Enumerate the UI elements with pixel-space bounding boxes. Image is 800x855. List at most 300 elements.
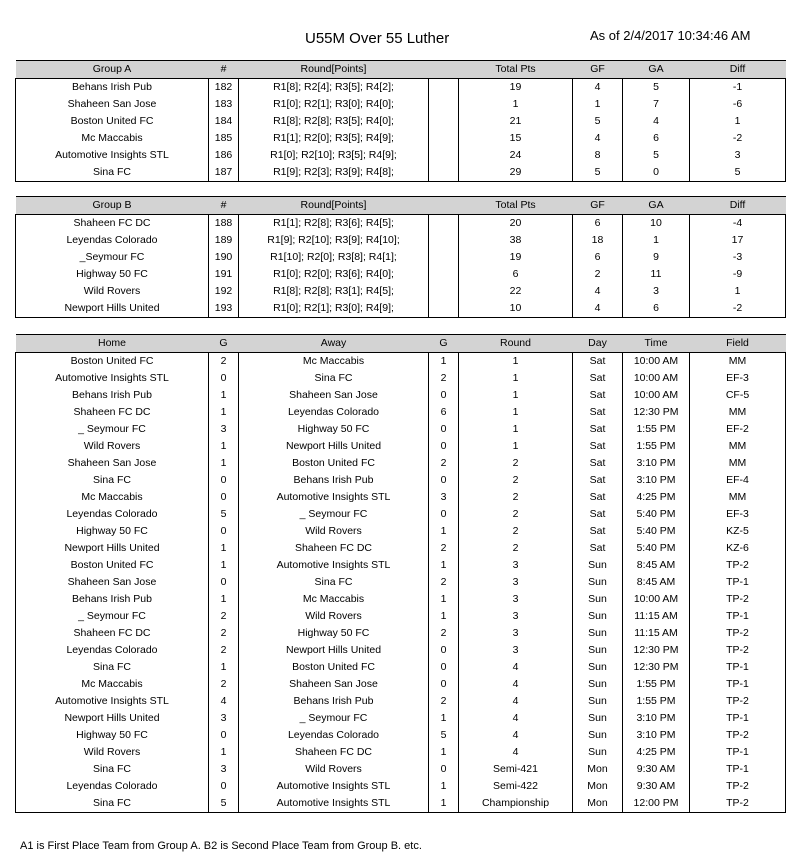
group-a-standings-table — [15, 60, 786, 182]
table-cell: 7 — [623, 96, 690, 113]
table-cell: 3 — [459, 642, 573, 659]
table-cell: 1 — [429, 608, 459, 625]
table-cell: 3 — [209, 761, 239, 778]
table-cell: 3:10 PM — [623, 710, 690, 727]
table-cell: Shaheen San Jose — [16, 96, 209, 113]
table-cell: Automotive Insights STL — [16, 693, 209, 710]
header-row — [16, 197, 786, 215]
table-cell: EF-3 — [690, 506, 786, 523]
column-header: Away — [239, 335, 429, 353]
table-cell: 5 — [209, 506, 239, 523]
table-cell: 5 — [573, 113, 623, 130]
column-header: Round[Points] — [239, 197, 429, 215]
column-header: Total Pts — [459, 61, 573, 79]
table-cell: 1 — [429, 523, 459, 540]
table-cell: 0 — [209, 489, 239, 506]
column-header: # — [209, 197, 239, 215]
table-cell: 1 — [429, 557, 459, 574]
table-cell: 4 — [623, 113, 690, 130]
table-cell: 1 — [429, 744, 459, 761]
table-cell: 188 — [209, 215, 239, 233]
table-cell: -1 — [690, 79, 786, 97]
table-cell: 10 — [459, 300, 573, 318]
table-cell: 2 — [209, 608, 239, 625]
table-cell: Shaheen FC DC — [16, 215, 209, 233]
table-cell: 1:55 PM — [623, 676, 690, 693]
table-cell: 1 — [459, 387, 573, 404]
match-row — [16, 676, 786, 693]
table-cell: 3:10 PM — [623, 472, 690, 489]
table-cell: TP-1 — [690, 659, 786, 676]
column-header: Day — [573, 335, 623, 353]
table-cell: 1 — [459, 404, 573, 421]
table-cell: 0 — [429, 506, 459, 523]
match-row — [16, 710, 786, 727]
table-cell: Highway 50 FC — [16, 266, 209, 283]
table-cell — [429, 96, 459, 113]
table-cell: Wild Rovers — [239, 761, 429, 778]
table-cell: 5 — [429, 727, 459, 744]
table-cell: 3:10 PM — [623, 455, 690, 472]
table-cell: R1[9]; R2[3]; R3[9]; R4[8]; — [239, 164, 429, 182]
match-row — [16, 523, 786, 540]
table-cell: 8:45 AM — [623, 557, 690, 574]
table-cell: Automotive Insights STL — [239, 778, 429, 795]
match-row — [16, 489, 786, 506]
table-cell: 182 — [209, 79, 239, 97]
table-cell: Sat — [573, 438, 623, 455]
table-cell: 1 — [429, 795, 459, 813]
table-cell: Boston United FC — [239, 659, 429, 676]
standings-row — [16, 147, 786, 164]
table-cell: EF-4 — [690, 472, 786, 489]
table-cell: Sat — [573, 540, 623, 557]
table-cell — [429, 147, 459, 164]
table-cell: Mc Maccabis — [16, 130, 209, 147]
match-row — [16, 455, 786, 472]
table-cell: 22 — [459, 283, 573, 300]
table-cell: Sun — [573, 693, 623, 710]
table-cell: 0 — [429, 659, 459, 676]
standings-row — [16, 79, 786, 97]
table-cell: 12:30 PM — [623, 404, 690, 421]
table-cell: R1[8]; R2[8]; R3[1]; R4[5]; — [239, 283, 429, 300]
table-cell — [429, 266, 459, 283]
table-cell: Sat — [573, 387, 623, 404]
table-cell: 2 — [429, 540, 459, 557]
table-cell: 4 — [573, 283, 623, 300]
match-row — [16, 761, 786, 778]
table-cell: 3 — [209, 421, 239, 438]
table-cell: 5:40 PM — [623, 523, 690, 540]
table-cell: 191 — [209, 266, 239, 283]
table-cell: 186 — [209, 147, 239, 164]
table-cell: 1:55 PM — [623, 693, 690, 710]
match-row — [16, 404, 786, 421]
table-cell: TP-2 — [690, 625, 786, 642]
standings-row — [16, 113, 786, 130]
table-cell: 11:15 AM — [623, 608, 690, 625]
table-cell: 3 — [459, 574, 573, 591]
table-cell: Mon — [573, 795, 623, 813]
table-cell: 10:00 AM — [623, 370, 690, 387]
match-row — [16, 727, 786, 744]
table-cell: Sat — [573, 370, 623, 387]
table-cell: 5 — [623, 147, 690, 164]
table-cell: R1[8]; R2[8]; R3[5]; R4[0]; — [239, 113, 429, 130]
table-cell — [429, 164, 459, 182]
match-row — [16, 370, 786, 387]
table-cell: 9 — [623, 249, 690, 266]
table-cell: 2 — [459, 506, 573, 523]
table-cell: 5:40 PM — [623, 540, 690, 557]
table-cell: R1[1]; R2[0]; R3[5]; R4[9]; — [239, 130, 429, 147]
table-cell — [429, 249, 459, 266]
match-row — [16, 642, 786, 659]
table-cell: Boston United FC — [16, 353, 209, 371]
match-row — [16, 591, 786, 608]
table-cell: 18 — [573, 232, 623, 249]
table-cell: 1 — [209, 591, 239, 608]
table-cell: TP-2 — [690, 557, 786, 574]
match-row — [16, 506, 786, 523]
table-cell: Leyendas Colorado — [239, 404, 429, 421]
table-cell: Sina FC — [239, 370, 429, 387]
table-cell: Highway 50 FC — [16, 727, 209, 744]
match-row — [16, 472, 786, 489]
table-cell: Wild Rovers — [239, 608, 429, 625]
table-cell: 2 — [209, 625, 239, 642]
table-cell: 6 — [623, 130, 690, 147]
table-cell: 2 — [459, 455, 573, 472]
table-cell: 2 — [459, 523, 573, 540]
table-cell: 1 — [429, 353, 459, 371]
table-cell: 5:40 PM — [623, 506, 690, 523]
table-cell: 12:30 PM — [623, 642, 690, 659]
table-cell: Sun — [573, 574, 623, 591]
table-cell: 0 — [429, 472, 459, 489]
match-row — [16, 608, 786, 625]
group-b-standings-table — [15, 196, 786, 318]
table-cell: 9:30 AM — [623, 778, 690, 795]
table-cell: Mc Maccabis — [16, 489, 209, 506]
table-cell: TP-1 — [690, 761, 786, 778]
table-cell: 1 — [459, 438, 573, 455]
column-header: GA — [623, 61, 690, 79]
table-cell: 3 — [459, 591, 573, 608]
table-cell: TP-2 — [690, 693, 786, 710]
table-cell: Sat — [573, 353, 623, 371]
table-cell: -3 — [690, 249, 786, 266]
table-cell: Sina FC — [16, 472, 209, 489]
column-header: GA — [623, 197, 690, 215]
table-cell — [429, 215, 459, 233]
table-cell: 0 — [429, 387, 459, 404]
table-cell: 3 — [459, 608, 573, 625]
table-cell: Highway 50 FC — [239, 421, 429, 438]
table-cell: Semi-422 — [459, 778, 573, 795]
table-cell: 0 — [209, 778, 239, 795]
standings-row — [16, 232, 786, 249]
table-cell: Shaheen San Jose — [239, 676, 429, 693]
table-cell: Automotive Insights STL — [239, 557, 429, 574]
table-cell: Mon — [573, 778, 623, 795]
table-cell: 0 — [209, 472, 239, 489]
standings-row — [16, 300, 786, 318]
table-cell: Sun — [573, 625, 623, 642]
table-cell: Automotive Insights STL — [239, 795, 429, 813]
table-cell: Newport Hills United — [16, 540, 209, 557]
table-cell: KZ-6 — [690, 540, 786, 557]
table-cell: _ Seymour FC — [239, 710, 429, 727]
table-cell: TP-1 — [690, 608, 786, 625]
table-cell: Sina FC — [16, 164, 209, 182]
table-cell: Leyendas Colorado — [16, 232, 209, 249]
match-row — [16, 557, 786, 574]
table-cell: 2 — [429, 370, 459, 387]
table-cell: 4 — [573, 79, 623, 97]
table-cell: 0 — [209, 523, 239, 540]
table-cell: 1 — [459, 353, 573, 371]
table-cell: 4 — [459, 676, 573, 693]
table-cell: R1[0]; R2[0]; R3[6]; R4[0]; — [239, 266, 429, 283]
table-cell: 4 — [459, 744, 573, 761]
table-cell: 4 — [209, 693, 239, 710]
table-cell: 24 — [459, 147, 573, 164]
table-cell: Boston United FC — [16, 113, 209, 130]
table-cell: 10 — [623, 215, 690, 233]
table-cell: Shaheen FC DC — [239, 540, 429, 557]
table-cell: _Seymour FC — [16, 249, 209, 266]
table-cell: 0 — [429, 642, 459, 659]
table-cell: 1 — [209, 438, 239, 455]
table-cell: Wild Rovers — [239, 523, 429, 540]
table-cell: 3 — [690, 147, 786, 164]
table-cell: 9:30 AM — [623, 761, 690, 778]
table-cell: 1 — [209, 659, 239, 676]
table-cell: 8:45 AM — [623, 574, 690, 591]
table-cell: _ Seymour FC — [16, 421, 209, 438]
table-cell: 6 — [459, 266, 573, 283]
table-cell: Behans Irish Pub — [239, 472, 429, 489]
table-cell: Sun — [573, 608, 623, 625]
table-cell: 4 — [459, 659, 573, 676]
table-cell: 21 — [459, 113, 573, 130]
table-cell: Leyendas Colorado — [16, 642, 209, 659]
table-cell — [429, 283, 459, 300]
table-cell: 3:10 PM — [623, 727, 690, 744]
table-cell: Behans Irish Pub — [16, 387, 209, 404]
standings-row — [16, 96, 786, 113]
table-cell: 2 — [209, 642, 239, 659]
table-cell: -4 — [690, 215, 786, 233]
table-cell: 1 — [459, 370, 573, 387]
footer-note: A1 is First Place Team from Group A. B2 is Second Place Team from Group B. etc. — [20, 840, 422, 852]
table-cell: Behans Irish Pub — [16, 79, 209, 97]
table-cell: Newport Hills United — [239, 438, 429, 455]
table-cell: 38 — [459, 232, 573, 249]
table-cell: MM — [690, 489, 786, 506]
table-cell: TP-1 — [690, 574, 786, 591]
table-cell: Newport Hills United — [16, 710, 209, 727]
table-cell: 10:00 AM — [623, 591, 690, 608]
table-cell: 190 — [209, 249, 239, 266]
table-cell: Championship — [459, 795, 573, 813]
table-cell: 1 — [459, 96, 573, 113]
table-cell: R1[8]; R2[4]; R3[5]; R4[2]; — [239, 79, 429, 97]
table-cell: 1:55 PM — [623, 421, 690, 438]
table-cell: Leyendas Colorado — [16, 778, 209, 795]
match-row — [16, 353, 786, 371]
table-cell: 10:00 AM — [623, 387, 690, 404]
column-header: Diff — [690, 61, 786, 79]
table-cell: Shaheen San Jose — [16, 574, 209, 591]
standings-row — [16, 266, 786, 283]
table-cell: 1:55 PM — [623, 438, 690, 455]
table-cell: Shaheen San Jose — [16, 455, 209, 472]
table-cell: 4 — [459, 710, 573, 727]
table-cell: Leyendas Colorado — [239, 727, 429, 744]
column-header: Field — [690, 335, 786, 353]
table-cell: 11:15 AM — [623, 625, 690, 642]
table-cell: Sina FC — [16, 795, 209, 813]
standings-row — [16, 130, 786, 147]
table-cell: Shaheen FC DC — [16, 625, 209, 642]
table-cell: R1[0]; R2[1]; R3[0]; R4[9]; — [239, 300, 429, 318]
table-cell: Sat — [573, 404, 623, 421]
table-cell: Automotive Insights STL — [16, 370, 209, 387]
table-cell: Wild Rovers — [16, 744, 209, 761]
table-cell: Sun — [573, 727, 623, 744]
match-row — [16, 574, 786, 591]
match-row — [16, 625, 786, 642]
table-cell: Leyendas Colorado — [16, 506, 209, 523]
table-cell: 2 — [209, 353, 239, 371]
table-cell: Shaheen San Jose — [239, 387, 429, 404]
table-cell: R1[0]; R2[10]; R3[5]; R4[9]; — [239, 147, 429, 164]
table-cell: Sat — [573, 523, 623, 540]
table-cell: 189 — [209, 232, 239, 249]
table-cell: Wild Rovers — [16, 438, 209, 455]
table-cell: 2 — [573, 266, 623, 283]
table-cell: 1 — [209, 744, 239, 761]
match-row — [16, 778, 786, 795]
table-cell: 11 — [623, 266, 690, 283]
table-cell: Sun — [573, 744, 623, 761]
table-cell: Mc Maccabis — [16, 676, 209, 693]
standings-row — [16, 215, 786, 233]
table-cell: 1 — [459, 421, 573, 438]
column-header — [429, 197, 459, 215]
table-cell: 5 — [690, 164, 786, 182]
table-cell: Mc Maccabis — [239, 353, 429, 371]
table-cell: 1 — [573, 96, 623, 113]
table-cell: Sina FC — [16, 761, 209, 778]
column-header: Round — [459, 335, 573, 353]
page-title: U55M Over 55 Luther — [305, 30, 450, 47]
table-cell: CF-5 — [690, 387, 786, 404]
match-row — [16, 693, 786, 710]
column-header: G — [209, 335, 239, 353]
table-cell: MM — [690, 455, 786, 472]
table-cell: Sat — [573, 455, 623, 472]
table-cell: 185 — [209, 130, 239, 147]
table-cell: 1 — [429, 710, 459, 727]
standings-row — [16, 164, 786, 182]
match-row — [16, 744, 786, 761]
table-cell: 15 — [459, 130, 573, 147]
match-row — [16, 421, 786, 438]
table-cell: 1 — [690, 283, 786, 300]
table-cell: MM — [690, 353, 786, 371]
table-cell: TP-2 — [690, 778, 786, 795]
table-cell: Sun — [573, 710, 623, 727]
table-cell: 2 — [429, 625, 459, 642]
table-cell: Newport Hills United — [239, 642, 429, 659]
table-cell: 29 — [459, 164, 573, 182]
column-header: GF — [573, 197, 623, 215]
table-cell — [429, 113, 459, 130]
table-cell: 0 — [209, 370, 239, 387]
table-cell: R1[10]; R2[0]; R3[8]; R4[1]; — [239, 249, 429, 266]
table-cell: Sat — [573, 421, 623, 438]
column-header: Group B — [16, 197, 209, 215]
table-cell: 0 — [623, 164, 690, 182]
table-cell: 4 — [459, 693, 573, 710]
table-cell: Newport Hills United — [16, 300, 209, 318]
column-header: Total Pts — [459, 197, 573, 215]
table-cell: -6 — [690, 96, 786, 113]
table-cell: Mon — [573, 761, 623, 778]
table-cell: 4:25 PM — [623, 489, 690, 506]
table-cell: 1 — [209, 455, 239, 472]
table-cell: 8 — [573, 147, 623, 164]
table-cell: 192 — [209, 283, 239, 300]
column-header: Home — [16, 335, 209, 353]
table-cell: MM — [690, 404, 786, 421]
table-cell: Automotive Insights STL — [239, 489, 429, 506]
table-cell: 0 — [209, 727, 239, 744]
table-cell: 2 — [429, 455, 459, 472]
table-cell: 4:25 PM — [623, 744, 690, 761]
match-row — [16, 540, 786, 557]
table-cell: 5 — [623, 79, 690, 97]
table-cell: 3 — [429, 489, 459, 506]
standings-row — [16, 283, 786, 300]
table-cell: Shaheen FC DC — [239, 744, 429, 761]
table-cell: Highway 50 FC — [16, 523, 209, 540]
table-cell: Sun — [573, 642, 623, 659]
table-cell: TP-2 — [690, 591, 786, 608]
table-cell: 3 — [209, 710, 239, 727]
table-cell: 19 — [459, 79, 573, 97]
table-cell: TP-2 — [690, 795, 786, 813]
table-cell: 1 — [429, 778, 459, 795]
table-cell: Mc Maccabis — [239, 591, 429, 608]
column-header — [429, 61, 459, 79]
table-cell: 4 — [573, 300, 623, 318]
table-cell: 2 — [429, 693, 459, 710]
table-cell: Wild Rovers — [16, 283, 209, 300]
table-cell: Sun — [573, 557, 623, 574]
table-cell: 3 — [623, 283, 690, 300]
table-cell: Boston United FC — [16, 557, 209, 574]
table-cell: 2 — [459, 540, 573, 557]
table-cell: Sina FC — [16, 659, 209, 676]
table-cell: 0 — [429, 761, 459, 778]
column-header: Round[Points] — [239, 61, 429, 79]
table-cell: Behans Irish Pub — [16, 591, 209, 608]
